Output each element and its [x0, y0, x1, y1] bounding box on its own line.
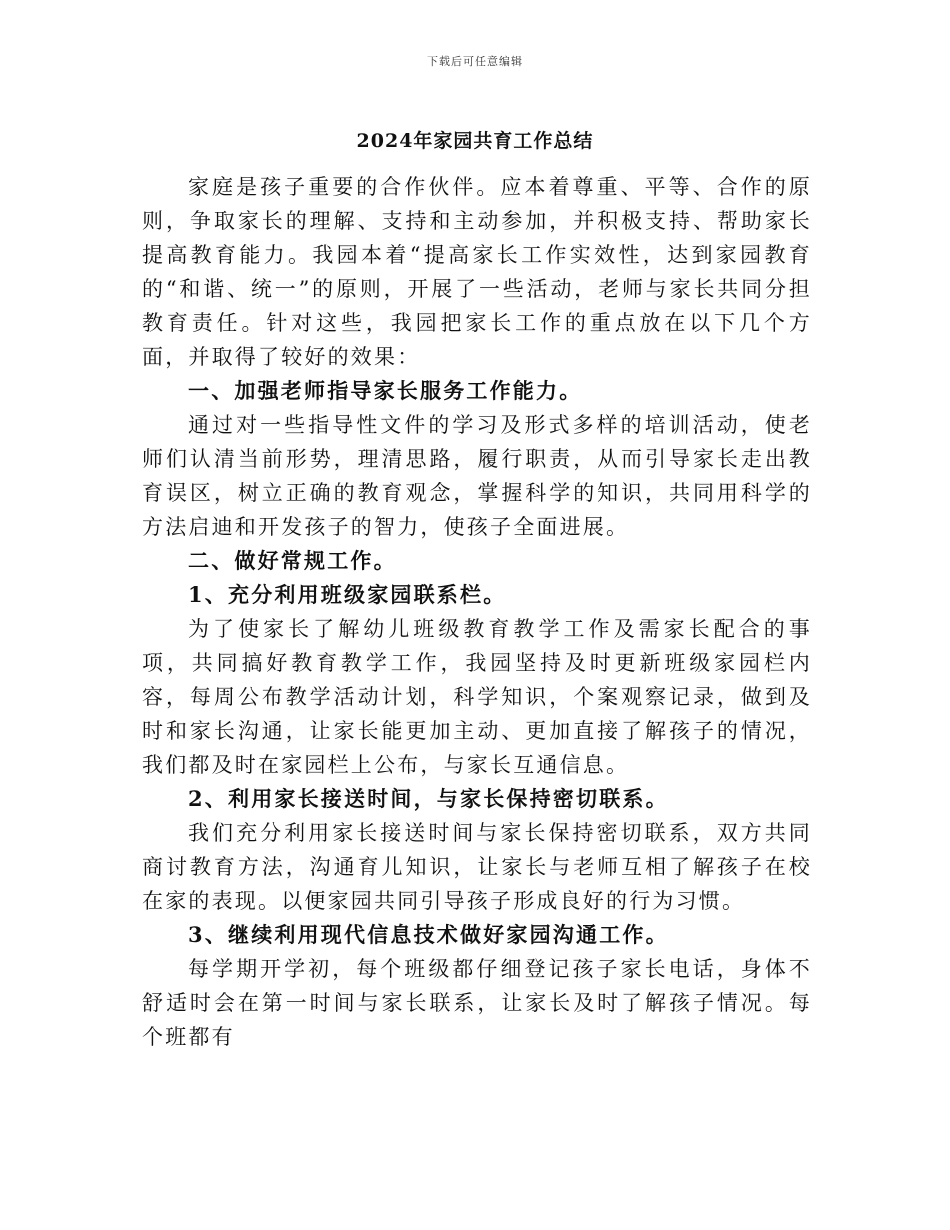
paragraph-subsection-2-3: 每学期开学初，每个班级都仔细登记孩子家长电话，身体不舒适时会在第一时间与家长联系，让家长及时了解孩子情况。每个班都有: [142, 957, 812, 1049]
paragraph-intro: 家庭是孩子重要的合作伙伴。应本着尊重、平等、合作的原则，争取家长的理解、支持和主动参加，并积极支持、帮助家长提高教育能力。我园本着“提高家长工作实效性，达到家园教育的“和谐、统一”的原则，开展了一些活动，老师与家长共同分担教育责任。针对这些，我园把家长工作的重点放在以下几个方面，并取得了较好的效果：: [142, 175, 812, 369]
subsection-heading-2-2: 2、利用家长接送时间，与家长保持密切联系。: [188, 786, 669, 811]
subsection-heading-2-3: 3、继续利用现代信息技术做好家园沟通工作。: [188, 922, 669, 947]
section-heading-2: 二、做好常规工作。: [188, 548, 397, 573]
paragraph-subsection-2-2: 我们充分利用家长接送时间与家长保持密切联系，双方共同商讨教育方法，沟通育儿知识，让家长与老师互相了解孩子在校在家的表现。以便家园共同引导孩子形成良好的行为习惯。: [142, 821, 812, 913]
page-header-note: 下载后可任意编辑: [427, 55, 523, 68]
paragraph-subsection-2-1: 为了使家长了解幼儿班级教育教学工作及需家长配合的事项，共同搞好教育教学工作，我园坚持及时更新班级家园栏内容，每周公布教学活动计划，科学知识，个案观察记录，做到及时和家长沟通，让家长能更加主动、更加直接了解孩子的情况，我们都及时在家园栏上公布，与家长互通信息。: [142, 617, 812, 777]
document-body: [142, 170, 812, 1054]
section-heading-1: 一、加强老师指导家长服务工作能力。: [188, 378, 583, 403]
paragraph-section-1: 通过对一些指导性文件的学习及形式多样的培训活动，使老师们认清当前形势，理清思路，履行职责，从而引导家长走出教育误区，树立正确的教育观念，掌握科学的知识，共同用科学的方法启迪和开发孩子的智力，使孩子全面进展。: [142, 413, 812, 539]
subsection-heading-2-1: 1、充分利用班级家园联系栏。: [188, 582, 507, 607]
document-title: 2024年家园共育工作总结: [356, 130, 594, 152]
